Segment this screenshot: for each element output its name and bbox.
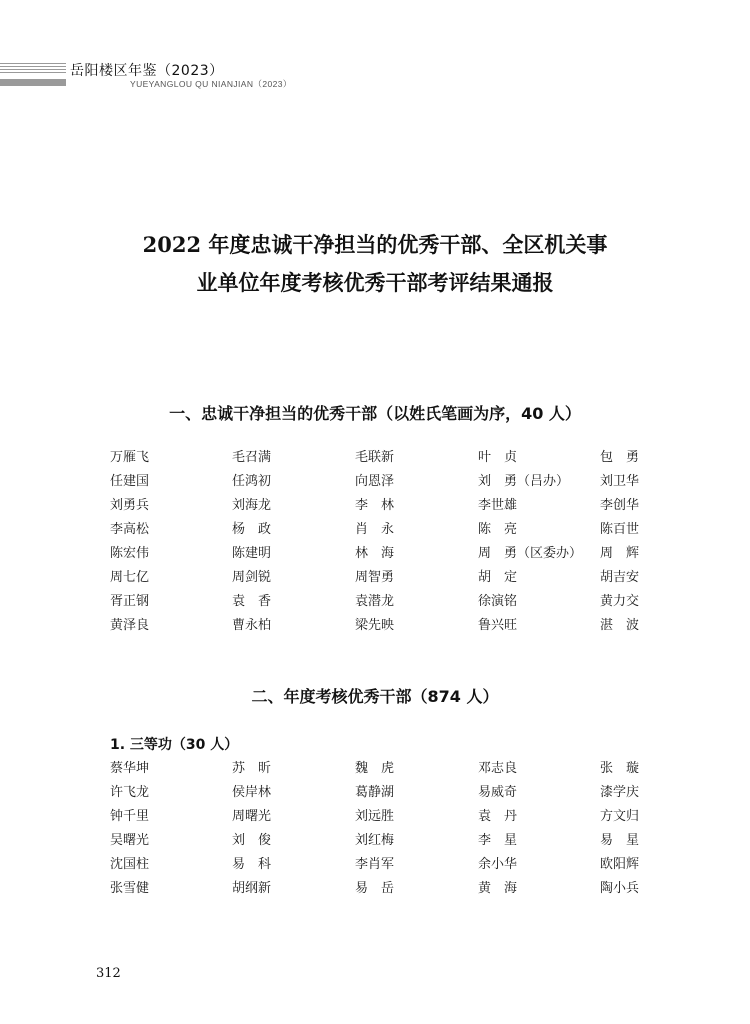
header-bar [0,79,66,86]
name-cell: 邓志良 [478,761,518,776]
name-cell: 任建国 [110,474,150,489]
name-row [0,805,750,829]
name-cell: 蔡华坤 [110,761,150,776]
name-row [0,446,750,470]
name-cell: 胡纲新 [232,881,272,896]
section-heading-1: 一、忠诚干净担当的优秀干部（以姓氏笔画为序，40 人） [169,404,581,423]
name-cell: 陈 亮 [478,522,518,537]
name-cell: 魏 虎 [355,761,395,776]
name-row [0,470,750,494]
name-cell: 李创华 [600,498,640,513]
name-cell: 刘红梅 [355,833,395,848]
name-cell: 李高松 [110,522,150,537]
name-cell: 陶小兵 [600,881,640,896]
name-cell: 毛召满 [232,450,272,465]
name-cell: 陈宏伟 [110,546,150,561]
name-cell: 易 岳 [355,881,395,896]
name-cell: 许飞龙 [110,785,150,800]
yearbook-subtitle: YUEYANGLOU QU NIANJIAN（2023） [130,79,292,89]
name-cell: 李 星 [478,833,518,848]
name-cell: 叶 贞 [478,450,518,465]
name-cell: 胥正钢 [110,594,150,609]
name-cell: 鲁兴旺 [478,618,518,633]
name-cell: 周 勇（区委办） [478,546,583,561]
name-cell: 欧阳辉 [600,857,640,872]
name-row [0,781,750,805]
page-number: 312 [96,966,121,981]
name-row [0,590,750,614]
name-cell: 任鸿初 [232,474,272,489]
name-cell: 黄力交 [600,594,640,609]
name-cell: 胡吉安 [600,570,640,585]
name-cell: 李肖军 [355,857,395,872]
name-cell: 刘 勇（吕办） [478,474,570,489]
title-line-1: 2022 年度忠诚干净担当的优秀干部、全区机关事 [142,232,608,257]
title-line-2: 业单位年度考核优秀干部考评结果通报 [196,270,554,295]
name-cell: 易威奇 [478,785,518,800]
document-title [0,226,750,302]
name-cell: 毛联新 [355,450,395,465]
name-cell: 张雪健 [110,881,150,896]
name-cell: 易 科 [232,857,272,872]
section-heading-2: 二、年度考核优秀干部（874 人） [251,687,499,706]
running-header [0,60,750,100]
name-cell: 李 林 [355,498,395,513]
name-cell: 沈国柱 [110,857,150,872]
name-cell: 杨 政 [232,522,272,537]
name-grid-2 [0,757,750,901]
name-cell: 李世雄 [478,498,518,513]
name-cell: 向恩泽 [355,474,395,489]
name-cell: 袁潜龙 [355,594,395,609]
name-cell: 包 勇 [600,450,640,465]
name-row [0,829,750,853]
name-cell: 周智勇 [355,570,395,585]
name-cell: 刘勇兵 [110,498,150,513]
name-cell: 梁先映 [355,618,395,633]
name-cell: 刘海龙 [232,498,272,513]
name-row [0,853,750,877]
name-row [0,542,750,566]
name-cell: 钟千里 [110,809,150,824]
name-cell: 余小华 [478,857,518,872]
name-cell: 万雁飞 [110,450,150,465]
name-cell: 曹永柏 [232,618,272,633]
name-cell: 刘远胜 [355,809,395,824]
name-cell: 徐演铭 [478,594,518,609]
name-cell: 方文归 [600,809,640,824]
name-cell: 袁 丹 [478,809,518,824]
name-cell: 周剑锐 [232,570,272,585]
name-cell: 肖 永 [355,522,395,537]
name-cell: 陈百世 [600,522,640,537]
name-cell: 陈建明 [232,546,272,561]
name-cell: 刘卫华 [600,474,640,489]
name-cell: 胡 定 [478,570,518,585]
yearbook-title: 岳阳楼区年鉴（2023） [70,63,224,79]
name-cell: 黄泽良 [110,618,150,633]
name-row [0,614,750,638]
name-row [0,757,750,781]
name-cell: 刘 俊 [232,833,272,848]
name-cell: 湛 波 [600,618,640,633]
name-row [0,566,750,590]
name-row [0,518,750,542]
name-cell: 周 辉 [600,546,640,561]
name-cell: 林 海 [355,546,395,561]
name-cell: 周七亿 [110,570,150,585]
name-row [0,494,750,518]
name-cell: 周曙光 [232,809,272,824]
name-cell: 袁 香 [232,594,272,609]
name-cell: 黄 海 [478,881,518,896]
name-cell: 苏 昕 [232,761,272,776]
name-cell: 漆学庆 [600,785,640,800]
name-cell: 易 星 [600,833,640,848]
name-cell: 侯岸林 [232,785,272,800]
subsection-heading: 1. 三等功（30 人） [110,737,239,753]
name-row [0,877,750,901]
name-grid-1 [0,446,750,638]
header-stripes [0,63,66,75]
name-cell: 张 璇 [600,761,640,776]
name-cell: 吴曙光 [110,833,150,848]
name-cell: 葛静湖 [355,785,395,800]
